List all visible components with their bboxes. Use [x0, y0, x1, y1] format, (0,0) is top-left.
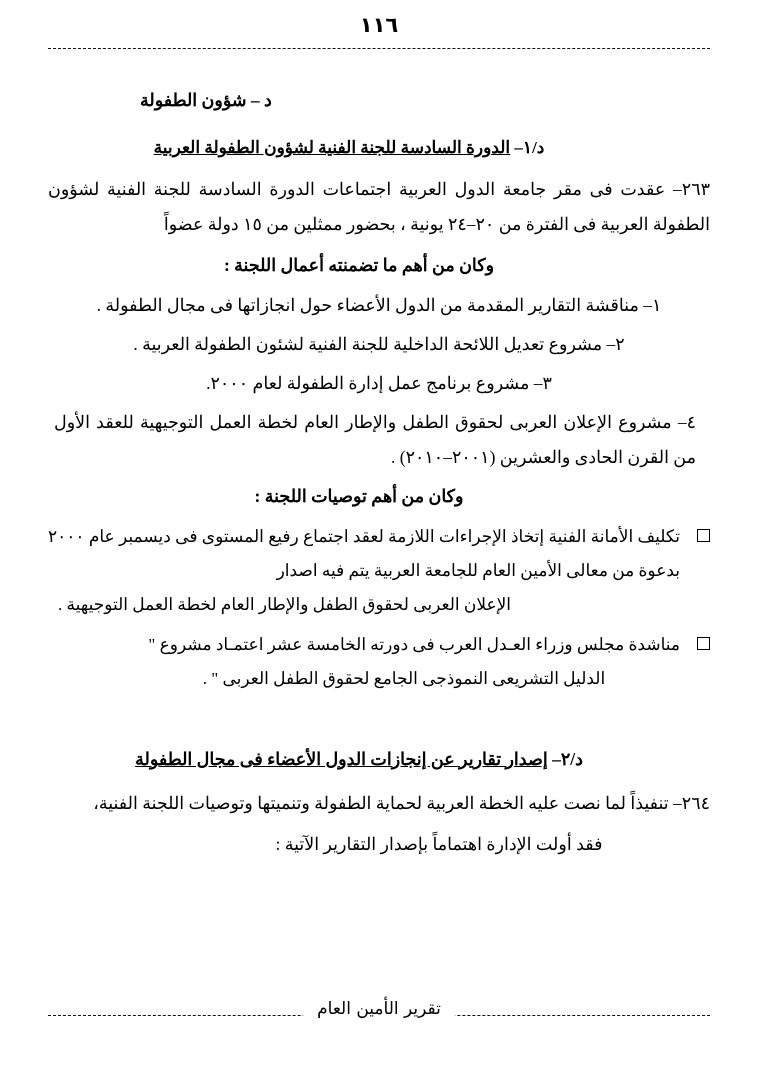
recommendations-heading: وكان من أهم توصيات اللجنة :	[254, 486, 464, 507]
footer-label: تقرير الأمين العام	[303, 999, 455, 1019]
works-item-1: ١– مناقشة التقارير المقدمة من الدول الأعضاء حول انجازاتها فى مجال الطفولة .	[96, 295, 662, 316]
recommendations-list	[48, 520, 710, 696]
page-footer	[48, 999, 710, 1019]
subsection-1-title	[48, 131, 710, 164]
recommendation-2-tail: الدليل التشريعى النموذجى الجامع لحقوق الطفل العربى " .	[202, 668, 606, 688]
subsection-2-heading-text: إصدار تقارير عن إنجازات الدول الأعضاء فى مجال الطفولة	[135, 748, 548, 769]
list-item	[48, 366, 710, 401]
subsection-2-label: د/٢–	[552, 748, 583, 769]
page-number: ١١٦	[359, 13, 399, 37]
paragraph-263: ٢٦٣– عقدت فى مقر جامعة الدول العربية اجتماعات الدورة السادسة للجنة الفنية لشؤون الطفولة العربية فى الفترة من ٢٠–٢٤ يونية ، بحضور ممثلين من ١٥ دولة عضواً	[48, 179, 710, 235]
list-item	[48, 520, 710, 622]
recommendation-2-text: مناشدة مجلس وزراء العـدل العرب فى دورته الخامسة عشر اعتمـاد مشروع "	[148, 634, 680, 654]
list-item	[48, 327, 710, 362]
subsection-1-heading-text: الدورة السادسة للجنة الفنية لشؤون الطفولة العربية	[153, 138, 511, 158]
subsection-2-title	[48, 742, 710, 776]
recommendation-1-text: تكليف الأمانة الفنية إتخاذ الإجراءات اللازمة لعقد اجتماع رفيع المستوى فى ديسمبر عام ٢٠٠٠ بدعوة من معالى الأمين العام للجامعة العربية يتم فيه اصدار	[48, 526, 680, 580]
subsection-2	[48, 742, 710, 861]
list-item	[48, 288, 710, 323]
works-item-2: ٢– مشروع تعديل اللائحة الداخلية للجنة الفنية لشئون الطفولة العربية .	[133, 334, 625, 355]
committee-works-heading: وكان من أهم ما تضمنته أعمال اللجنة :	[223, 255, 495, 276]
checkbox-icon	[697, 637, 710, 650]
list-item	[48, 405, 710, 475]
paragraph-264: ٢٦٤– تنفيذاً لما نصت عليه الخطة العربية لحماية الطفولة وتنميتها وتوصيات اللجنة الفنية،	[93, 792, 710, 813]
works-item-3: ٣– مشروع برنامج عمل إدارة الطفولة لعام ٢٠٠٠.	[206, 373, 552, 394]
committee-works-list	[48, 288, 710, 475]
paragraph-264-tail: فقد أولت الإدارة اهتماماً بإصدار التقارير الآتية :	[275, 833, 603, 854]
document-content	[48, 83, 710, 861]
recommendation-1-tail: الإعلان العربى لحقوق الطفل والإطار العام لخطة العمل التوجيهية .	[58, 594, 512, 614]
section-heading-childhood-affairs: د – شؤون الطفولة	[140, 90, 272, 110]
header-divider	[48, 48, 710, 49]
works-item-4: ٤– مشروع الإعلان العربى لحقوق الطفل والإطار العام لخطة العمل التوجيهية للعقد الأول من القرن الحادى والعشرين (٢٠٠١–٢٠١٠) .	[54, 412, 696, 468]
list-item	[48, 628, 710, 696]
checkbox-icon	[697, 529, 710, 542]
subsection-1-label: د/١–	[514, 138, 545, 158]
